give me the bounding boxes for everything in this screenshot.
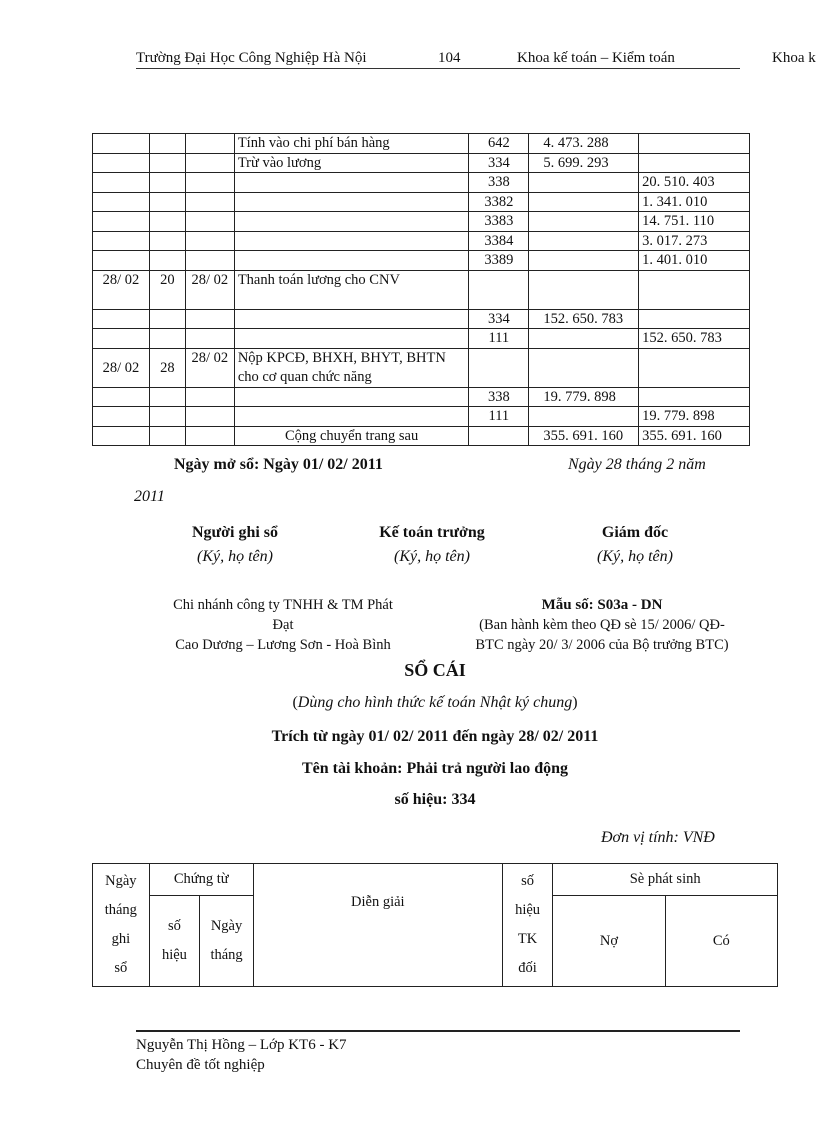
row-credit: 1. 401. 010 — [639, 251, 750, 271]
table-row — [93, 173, 750, 193]
school-name: Trường Đại Học Công Nghiệp Hà Nội — [136, 50, 367, 66]
footer-author: Nguyễn Thị Hồng – Lớp KT6 - K7 — [136, 1037, 347, 1053]
page-header — [136, 48, 740, 69]
open-date: Ngày mở sổ: Ngày 01/ 02/ 2011 — [174, 456, 383, 473]
col-header-credit: Có — [665, 896, 777, 987]
row-account: 334 — [469, 153, 529, 173]
row-debit — [529, 329, 639, 349]
col-header-date: Ngày tháng ghi sổ — [93, 864, 150, 987]
row-description: Tính vào chi phí bán hàng — [234, 134, 469, 154]
row-debit — [529, 231, 639, 251]
row-account: 642 — [469, 134, 529, 154]
faculty-name-cut: Khoa k — [772, 50, 816, 66]
row-debit — [529, 192, 639, 212]
row-description — [234, 192, 469, 212]
col-header-voucher: Chứng từ — [149, 864, 253, 896]
row-account: 111 — [469, 407, 529, 427]
entry-number: 28 — [149, 348, 185, 387]
row-debit: 19. 779. 898 — [529, 387, 639, 407]
row-credit: 152. 650. 783 — [639, 329, 750, 349]
col-header-voucher-date: Ngày tháng — [200, 896, 254, 987]
signature-note: (Ký, họ tên) — [197, 548, 273, 565]
ledger-account-number: số hiệu: 334 — [394, 791, 476, 808]
signature-note: (Ký, họ tên) — [597, 548, 673, 565]
table-row — [93, 192, 750, 212]
table-row — [93, 348, 750, 387]
footer-rule — [136, 1030, 740, 1032]
row-account: 338 — [469, 387, 529, 407]
faculty-name: Khoa kế toán – Kiểm toán — [517, 50, 675, 66]
col-header-amount: Sè phát sinh — [553, 864, 778, 896]
table-row — [93, 329, 750, 349]
table-row — [93, 212, 750, 232]
date-line: Ngày 28 tháng 2 năm — [568, 456, 706, 473]
col-header-voucher-no: số hiệu — [149, 896, 200, 987]
row-debit: 4. 473. 288 — [529, 134, 639, 154]
row-credit — [639, 134, 750, 154]
ledger-account-name: Tên tài khoản: Phải trả người lao động — [301, 760, 569, 777]
row-account: 3383 — [469, 212, 529, 232]
row-account: 3382 — [469, 192, 529, 212]
entry-date: 28/ 02 — [93, 348, 150, 387]
signature-title: Kế toán trưởng — [379, 524, 485, 541]
ledger-table — [92, 863, 778, 987]
signature-title: Người ghi sổ — [191, 524, 279, 541]
row-debit — [529, 407, 639, 427]
ledger-period: Trích từ ngày 01/ 02/ 2011 đến ngày 28/ 02/ 2011 — [271, 728, 599, 745]
entry-doc-date: 28/ 02 — [185, 270, 234, 309]
company-address: Cao Dương – Lương Sơn - Hoà Bình — [175, 637, 391, 653]
entry-number: 20 — [149, 270, 185, 309]
row-debit: 5. 699. 293 — [529, 153, 639, 173]
table-row — [93, 387, 750, 407]
row-credit — [639, 387, 750, 407]
row-credit — [639, 309, 750, 329]
row-account: 3389 — [469, 251, 529, 271]
row-credit: 20. 510. 403 — [639, 173, 750, 193]
signature-title: Giám đốc — [601, 524, 669, 541]
row-account: 3384 — [469, 231, 529, 251]
row-description: Trừ vào lương — [234, 153, 469, 173]
signature-note: (Ký, họ tên) — [394, 548, 470, 565]
carry-forward-credit: 355. 691. 160 — [639, 426, 750, 446]
row-account: 111 — [469, 329, 529, 349]
row-debit — [529, 251, 639, 271]
row-debit — [529, 212, 639, 232]
footer-subject: Chuyên đề tốt nghiệp — [136, 1057, 265, 1073]
row-credit: 14. 751. 110 — [639, 212, 750, 232]
row-description — [234, 251, 469, 271]
row-debit: 152. 650. 783 — [529, 309, 639, 329]
form-decision: BTC ngày 20/ 3/ 2006 của Bộ trưởng BTC) — [475, 637, 729, 653]
table-row — [93, 251, 750, 271]
entry-doc-date: 28/ 02 — [185, 348, 234, 387]
row-credit: 3. 017. 273 — [639, 231, 750, 251]
carry-forward-row — [93, 426, 750, 446]
entry-description: Thanh toán lương cho CNV — [234, 270, 469, 309]
row-credit — [639, 153, 750, 173]
row-account: 334 — [469, 309, 529, 329]
entry-date: 28/ 02 — [93, 270, 150, 309]
ledger-subtitle: (Dùng cho hình thức kế toán Nhật ký chung) — [292, 694, 578, 711]
table-row — [93, 134, 750, 154]
form-code: Mẫu số: S03a - DN — [541, 597, 663, 613]
page-number: 104 — [438, 50, 461, 66]
journal-table — [92, 133, 750, 446]
row-credit: 1. 341. 010 — [639, 192, 750, 212]
row-description — [234, 212, 469, 232]
currency-unit: Đơn vị tính: VNĐ — [601, 829, 715, 846]
table-row — [93, 153, 750, 173]
form-decision: (Ban hành kèm theo QĐ sè 15/ 2006/ QĐ- — [479, 617, 725, 633]
ledger-title: SỔ CÁI — [404, 660, 466, 680]
company-line: Đạt — [272, 617, 294, 633]
table-row — [93, 309, 750, 329]
row-account: 338 — [469, 173, 529, 193]
table-row — [93, 231, 750, 251]
col-header-description: Diễn giải — [253, 864, 502, 987]
row-credit: 19. 779. 898 — [639, 407, 750, 427]
company-line: Chi nhánh công ty TNHH & TM Phát — [173, 597, 393, 613]
row-description — [234, 231, 469, 251]
entry-description: Nộp KPCĐ, BHXH, BHYT, BHTN cho cơ quan chức năng — [234, 348, 469, 387]
col-header-account: số hiệu TK đối — [502, 864, 553, 987]
row-debit — [529, 173, 639, 193]
table-row — [93, 270, 750, 309]
table-row — [93, 407, 750, 427]
carry-forward-debit: 355. 691. 160 — [529, 426, 639, 446]
col-header-debit: Nợ — [553, 896, 665, 987]
carry-forward-label: Cộng chuyển trang sau — [234, 426, 469, 446]
row-description — [234, 173, 469, 193]
date-year: 2011 — [134, 488, 165, 505]
